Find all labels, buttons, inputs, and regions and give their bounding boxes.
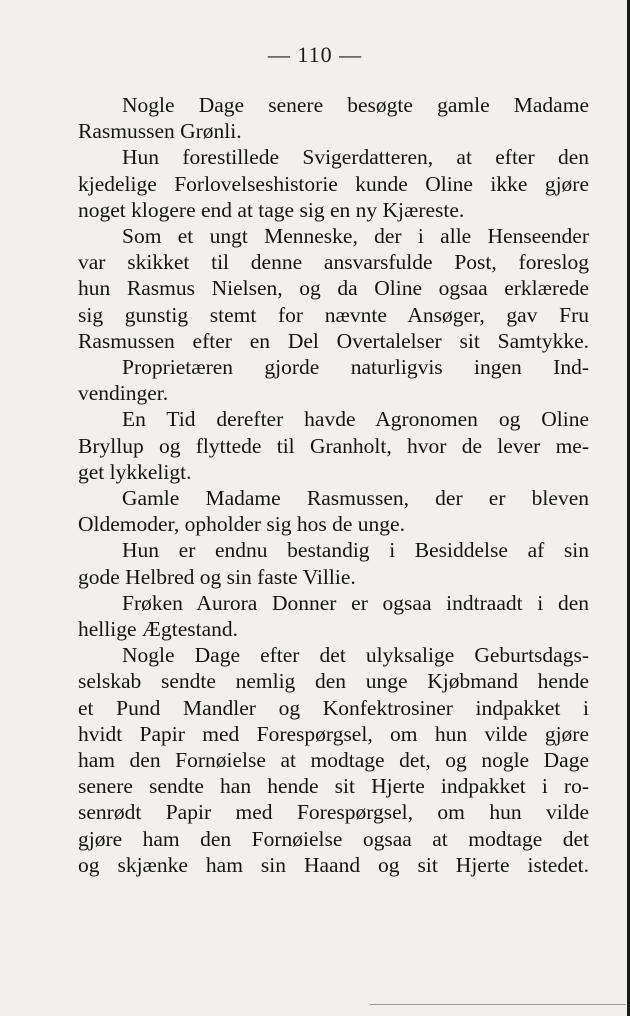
text-line: hvidt Papir med Forespørgsel, om hun vilde gjøre	[78, 721, 589, 746]
text-line: gjøre ham den Fornøielse ogsaa at modtage det	[78, 826, 589, 851]
text-line: Nogle Dage efter det ulyksalige Geburtsdags-	[122, 643, 589, 668]
text-line: hun Rasmus Nielsen, og da Oline ogsaa erklærede	[78, 276, 589, 301]
body-text	[78, 92, 589, 878]
text-line: var skikket til denne ansvarsfulde Post, foreslog	[78, 250, 589, 275]
text-line: et Pund Mandler og Konfektrosiner indpakket i	[78, 695, 589, 720]
text-line: senrødt Papir med Forespørgsel, om hun vilde	[78, 800, 589, 825]
text-line: Nogle Dage senere besøgte gamle Madame	[122, 93, 589, 117]
text-line: Hun forestillede Svigerdatteren, at efter den	[122, 145, 589, 170]
text-line: Som et ungt Menneske, der i alle Henseender	[122, 224, 589, 249]
text-line: Bryllup og flyttede til Granholt, hvor de lever me-	[78, 433, 589, 458]
text-line: noget klogere end at tage sig en ny Kjæreste.	[78, 197, 465, 222]
text-line: sig gunstig stemt for nævnte Ansøger, gav Fru	[78, 302, 589, 327]
text-line: vendinger.	[78, 381, 169, 406]
text-line: Rasmussen efter en Del Overtalelser sit Samtykke.	[78, 328, 589, 353]
text-line: hellige Ægtestand.	[78, 617, 239, 642]
text-line: Proprietæren gjorde naturligvis ingen Ind-	[122, 355, 589, 380]
text-line: ham den Fornøielse at modtage det, og nogle Dage	[78, 748, 589, 773]
page-number: — 110 —	[267, 42, 363, 67]
text-line: Gamle Madame Rasmussen, der er bleven	[122, 486, 589, 511]
text-line: Rasmussen Grønli.	[78, 119, 242, 144]
text-line: Hun er endnu bestandig i Besiddelse af sin	[122, 538, 589, 563]
text-line: Oldemoder, opholder sig hos de unge.	[78, 512, 405, 537]
text-line: gode Helbred og sin faste Villie.	[78, 564, 356, 589]
page-bottom-edge	[370, 1004, 626, 1005]
text-line: selskab sendte nemlig den unge Kjøbmand hende	[78, 669, 589, 694]
text-line: senere sendte han hende sit Hjerte indpakket i ro-	[78, 774, 589, 799]
text-line: En Tid derefter havde Agronomen og Oline	[122, 407, 589, 432]
text-line: get lykkeligt.	[78, 459, 192, 484]
text-line: kjedelige Forlovelseshistorie kunde Oline ikke gjøre	[78, 171, 589, 196]
text-line: Frøken Aurora Donner er ogsaa indtraadt i den	[122, 590, 589, 615]
text-line: og skjænke ham sin Haand og sit Hjerte istedet.	[78, 852, 589, 877]
